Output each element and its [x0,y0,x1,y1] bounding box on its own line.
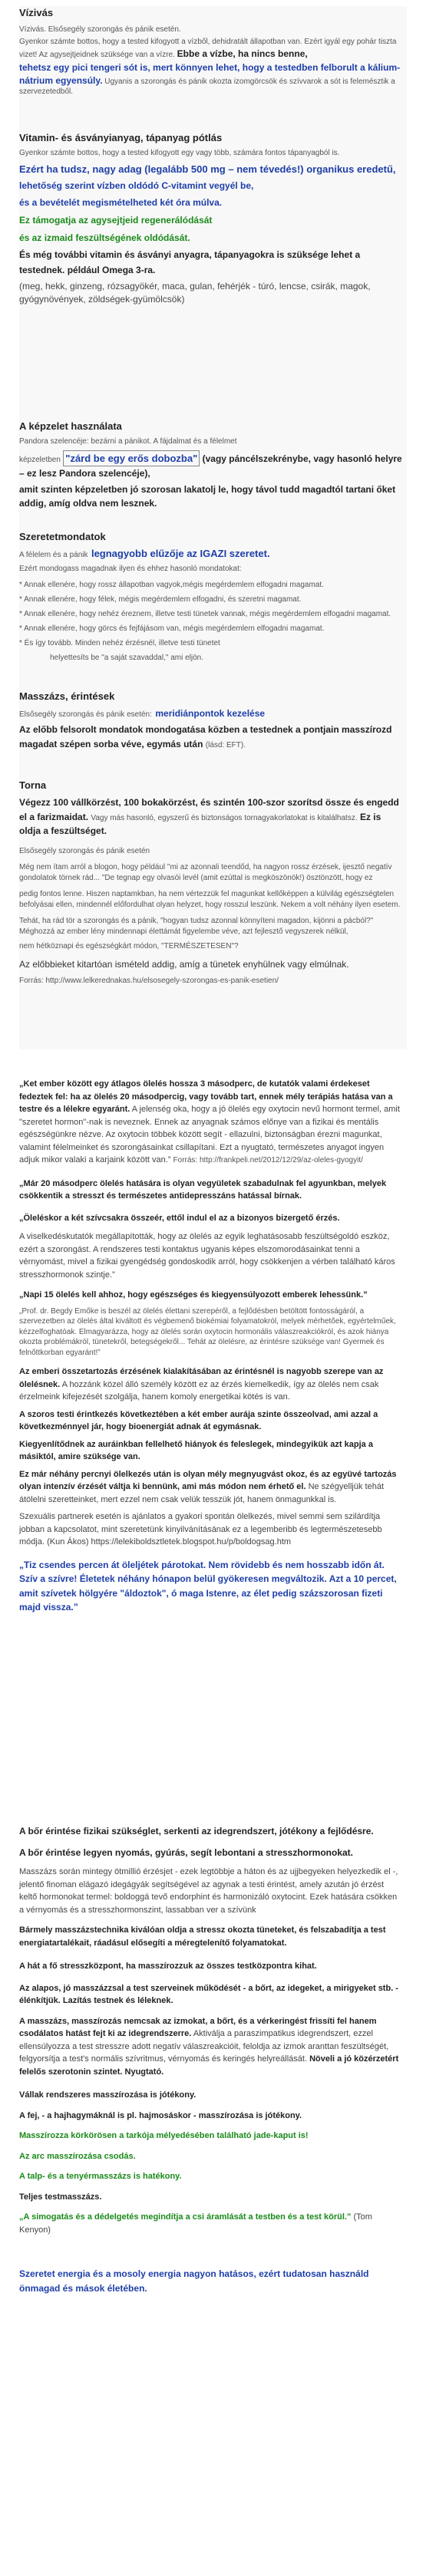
list-item: * Annak ellenére, hogy nehéz éreznem, illetve testi tünetek vannak, mégis megérdemlem elfogadni magamat. [19,609,391,618]
bor-p7: A masszázs, masszírozás nemcsak az izmokat, a bőrt, és a vérkeringést frissíti fel hanem csodálatos hatást fejt ki az idegrendszerre. [19,2016,377,2038]
vitamin-section [19,132,403,306]
oleles-q10: „Tiz csendes percen át öleljétek párotokat. Nem rövidebb és nem hosszabb időn át. Szív a szívre! Életetek néhány hónapon belül gyökeresen megváltozik. Azt a 10 percet, amit szívetek hölgyére "áldoztok", ó maga Istenre, az élet pedig százszorosan fizeti majd vissza.” [19,1559,397,1613]
masszazs-eft: (lásd: EFT). [205,740,246,749]
oleles-q4: „Napi 15 ölelés kell ahhoz, hogy egészséges és kiegyensúlyozott emberek lehessünk.” [19,1290,368,1300]
oleles-q1-source: Forrás: http://frankpeli.net/2012/12/29/az-oleles-gyogyit/ [173,1156,363,1164]
bor-p4: Bármely masszázstechnika kiválóan oldja a stressz okozta tüneteket, és felszabadítja a test energiatartalékait, ráadásul elősegíti a méregtelenítő folyamatokat. [19,1925,386,1948]
bor-p2: A bőr érintése legyen nyomás, gyúrás, segít lebontani a stresszhormonokat. [19,1847,354,1858]
torna-blog1: Még nem ítam arról a blogon, hogy például "mi az azonnali teendőd, ha nagyon rossz érzések, ijesztő negatív gondolatok törnek rád... "De tegnap egy olvasói levél (amit ezúttal is megköszönök!) ösztönzött, hogy ez [19,863,392,882]
bor-p13: Teljes testmasszázs. [19,2192,102,2202]
vitamin-intro: Gyenkor számte bottos, hogy a tested kifogyott egy vagy több, számára fontos tápanyagból is. [19,149,340,157]
masszazs-section [19,690,403,751]
vitamin-c-dose: Ezért ha tudsz, nagy adag (legalább 500 mg – nem tévedés!) organikus eredetű, [19,163,396,175]
bor-p7c: Növeli a jó közérzetért felelős szerotonin szintet. Nyugtató. [19,2054,399,2077]
oleles-q1b: A jelenség oka, hogy a jó ölelés egy oxytocin nevű hormont termel, amit "szeretet hormon"-nak is neveznek. Ennek az anyagnak számos előnye van a fizikai és mentális egészségünkre nézve. Az oxytocin többek között segít - ellazulni, biztonságban érezni magunkat, valamint félelmeinket és szorongásainkat csillapítani. Ezt a nyugtató, természetes anyagot ingyen adjuk mikor valaki a karjaink között van.” [19,1105,400,1164]
oleles-q8b: Ne szégyelljük tehát átölelni szeretteinket, mert ezzel nem csak velük tesszük jót, hanem önmagunkkal is. [19,1482,385,1504]
oleles-q3b: A viselkedéskutatók megállapították, hogy az ölelés az egyik leghatásosabb feszültségoldó eszköz, ezért a szorongást. A rendszeres testi kontaktus ugyanis képes elszomorodásainkat tenni a vérnyomást, mivel a fizikai gyengédség gondoskodik arról, hogy csökkenjen a vérben található káros stresszhormonok szintje.” [19,1232,395,1280]
bor-p8: Vállak rendszeres masszírozása is jótékony. [19,2090,196,2100]
oleles-q7: Kiegyenlítődnek az auráinkban fellelhető hiányok és feleslegek, mindegyikük azt kapja a másiktól, amire szüksége van. [19,1439,373,1461]
oleles-q1: „Ket ember között egy átlagos ölelés hossza 3 másodperc, de kutatók valami érdekeset fedeztek fel: ha az ölelés 20 másodpercig, vagy tovább tart, ennek mély terápiás hatása van a testre és a lélekre egyaránt. [19,1079,393,1114]
vitamin-muscles: és az izmaid feszültségének oldódását. [19,232,190,244]
vitamin-foods: (meg, hekk, ginzeng, rózsagyökér, maca, gulan, fehérjék - túró, lencse, csirák, magok, gyógynövények, zöldségek-gyümölcsök) [19,280,371,305]
szeretet-love: legnagyobb elűzője az IGAZI szeretet. [91,548,270,559]
torna-firstaid: Elsősegély szorongás és pánik esetén [19,846,150,855]
torna-relief: Ez is oldja a feszültséget. [19,811,381,837]
szeretet-list [19,578,403,665]
szeretet-instr: Ezért mondogass magadnak ilyen és ehhez hasonló mondatokat: [19,565,242,573]
bor-p7b: Aktiválja a paraszimpatikus idegrendszert, ezzel ellensúlyozza a test stresszre adott negatív válaszreakcióit, feloldja az izmok aranttan feszültségét, felgyorsítja a test's normális szívritmus, vérnyomás és keringés helyreállását. [19,2029,389,2064]
vizivas-salt: tehetsz egy pici tengeri sót is, mert könnyen lehet, hogy a testedben felborult a kálium-nátrium egyensúly. [19,62,401,86]
vizivas-subtitle: Vízivás. Elsősegély szorongás és pánik esetén. [19,25,181,34]
torna-exercise: Végezz 100 vállkörzést, 100 bokakörzést, és szintén 100-szor szorítsd össze és engedd el a farizmaidat. [19,797,399,822]
bor-p15: Szeretet energia és a mosoly energia nagyon hatásos, ezért tudatosan használd önmagad és mások életében. [19,2268,369,2294]
oleles-q3: „Öleléskor a két szívcsakra összeér, ettől indul el az a bizonyos bizergető érzés. [19,1213,340,1223]
bor-p10: Masszírozza körkörösen a tarkója mélyedésében található jade-kaput is! [19,2131,309,2140]
bor-p3: Masszázs során mintegy ötmillió érzésjet - ezek legtöbbje a háton és az ujjbegyeken helyezkedik el -, jelentő finoman elágazó idegágyák segítségével az agynak a testi érintést, amely azután jó érzést keltő hormonokat termel: boldoggá tevő endorphint és harmonizáló oxytocint. Ezek hatására csökken a vérnyomás és a stresszhormonszint, lassabban ver a szívünk [19,1867,398,1915]
oleles-q9: Szexuális partnerek esetén is ajánlatos a gyakori spontán ölelkezés, mivel semmi sem szilárdítja jobban a kapcsolatot, mint szeretetünk kinyilvánításának ez a legemberibb és legtermészetesebb módja. (Kun Ákos) https://lelekiboldsztletek.blogspot.hu/p/boldogsag.htm [19,1512,382,1547]
kepzelet-word: képzeletben [19,455,61,464]
list-item: * Annak ellenére, hogy rossz állapotban vagyok,mégis megérdemlem elfogadni magamat. [19,580,324,589]
kepzelet-intro: Pandora szelencéje: bezárni a pánikot. A fájdalmat és a félelmet [19,437,237,446]
oleles-q2: „Már 20 másodperc ölelés hatására is olyan vegyületek szabadulnak fel agyunkban, melyek csökkentik a stresszt és természetes antidepresszáns hatással bírnak. [19,1178,387,1201]
torna-note: Vagy más hasonló, egyszerű és biztonságos tornagyakorlatokat is kitalálhatsz. [91,813,358,822]
torna-blog3: Tehát, ha rád tör a szorongás és a pánik, "hogyan tudsz azonnal könnyíteni magadon, kijönni a pácból?" Méghozzá az ember lény mindennapi élettámát figyelembe véve, azt fejlesztő vegyszerek nélkül, [19,917,374,936]
list-item: helyettesíts be "a saját szavaddal," ami eljön. [50,653,203,662]
masszazs-text: Az előbb felsorolt mondatok mondogatása közben a testednek a pontjain masszírozd magadat szépen sorba véve, egymás után [19,724,392,749]
vizivas-salt-note: Ugyanis a szorongás és pánik okozta izomgörcsök és szívvarok a sót is felemésztik a szervezetedből. [19,77,395,97]
szeretet-title: Szeretetmondatok [19,531,106,542]
bor-p6: Az alapos, jó masszázzsal a test szerveinek működését - a bőrt, az idegeket, a mirigyeket stb. - élénkítjük. Lazítás testnek és léleknek. [19,1983,398,2005]
torna-section [19,779,403,987]
vitamin-c-repeat: és a bevételét megismételheted két óra múlva. [19,197,223,209]
list-item: * Annak ellenére, hogy félek, mégis megérdemlem elfogadni, és szeretni magamat. [19,595,302,604]
bor-p1: A bőr érintése fizikai szükséglet, serkenti az idegrendszert, jótékony a fejlődésre. [19,1826,374,1836]
szeretet-section [19,531,403,665]
list-item: * Annak ellenére, hogy görcs és fejfájásom van, mégis megérdemlem elfogadni magamat. [19,624,325,633]
vizivas-section [19,6,403,97]
szeretet-intro: A félelem és a pánik [19,551,88,559]
kepzelet-lock: amit szinten képzeletben jó szorosan lakatolj le, hogy távol tudd magadtól tartani őket addig, amíg oldva nem lesznek. [19,484,396,509]
oleles-q4b: „Prof. dr. Begdy Emőke is beszél az ölelés élettani szerepéről, a fejlődésben betöltött fontosságáról, a szervezetben az ölelés által kiváltott és végbemenő biokémiai folyamatokról, melyek mérhetőek, egyértelműek, kézzelfoghatóak. Elmagyarázza, hogy az ölelés során oxytocin hormonális válaszreakciókról, és azok hiánya okozta problémákról, tünetekről, betegségekről... Tehát az ölelésre, az érintésre szüksége van! Gyermek és felnőttkorban egyaránt!” [19,1306,396,1357]
oleles-q5: Az emberi összetartozás érzésének kialakításában az érintésnél is nagyobb szerepe van az ölelésnek. [19,1367,384,1389]
vitamin-c-water: lehetőség szerint vízben oldódó C-vitamint vegyél be, [19,180,254,191]
bor-p12: A talp- és a tenyérmasszázs is hatékony. [19,2172,182,2181]
vizivas-title: Vízivás [19,7,54,18]
borerintes-section [19,1824,403,2295]
vizivas-text: Gyenkor számte bottos, hogy a tested kifogyott a vízből, dehidratált állapotban van. Ezért igyál egy pohár tiszta vizet! Az agysejtjeidnek szüksége van a vízre. [19,38,397,59]
vitamin-regen: Ez támogatja az agysejtjeid regenerálódását [19,215,213,226]
vizivas-highlight: Ebbe a vízbe, ha nincs benne, [177,48,308,59]
masszazs-title: Masszázs, érintések [19,690,115,702]
torna-blog2: pedig fontos lenne. Hiszen naptamkban, ha nem vértezzük fel magunkat kellőképpen a külvilág egészségtelen befolyásai ellen, mindennél előfordulhat olyan helyzet, hogy rosszul leszünk. Nekem a volt néhány ilyen esetem. [19,890,401,909]
bor-p14-author: (Tom Kenyon) [19,2212,372,2235]
kepzelet-title: A képzelet használata [19,420,122,432]
masszazs-meridian: meridiánpontok kezelése [155,708,266,719]
list-item: * És így tovább. Minden nehéz érzésnél, illetve testi tünetet [19,638,220,647]
vitamin-title: Vitamin- és ásványianyag, tápanyag pótlás [19,132,223,143]
vitamin-omega: És még további vitamin és ásványi anyagra, tápanyagokra is szüksége lehet a testednek. például Omega 3-ra. [19,249,361,276]
bor-p11: Az arc masszírozása csodás. [19,2151,136,2161]
torna-source: Forrás: http://www.lelkerednakas.hu/elsosegely-szorongas-es-panik-esetien/ [19,977,279,986]
bor-p5: A hát a fő stresszközpont, ha masszírozzuk az összes testközpontra kihat. [19,1962,317,1971]
kepzelet-pandora: (vagy páncélszekrénybe, vagy hasonló helyre – ez lesz Pandora szelencéje), [19,453,402,479]
torna-title: Torna [19,779,47,791]
oleles-q5b: A hozzánk közel álló személy között ez az érzés kiemelkedik, így az ölelés nem csak érzelmeink kifejezését szolgálja, hanem komoly energetikai kötés is van. [19,1379,379,1402]
oleles-q6: A szoros testi érintkezés következtében a két ember aurája szinte összeolvad, ami azzal a következménnyel jár, hogy bioenergiát adnak át egymásnak. [19,1409,378,1431]
kepzelet-section [19,420,403,510]
bor-p14: „A simogatás és a dédelgetés megindítja a csi áramlását a testben és a test körül.” [19,2212,352,2222]
oleles-section [19,1078,403,1615]
kepzelet-box-phrase: "zárd be egy erős dobozba" [63,450,200,467]
torna-repeat: Az előbbieket kitartóan ismételd addig, amíg a tünetek enyhülnek vagy elmúlnak. [19,958,349,970]
masszazs-intro: Elsősegély szorongás és pánik esetén: [19,710,152,719]
torna-blog4: nem hétköznapi és egészségkárt módon, "TERMÉSZETESEN"? [19,942,239,951]
oleles-q8: Ez már néhány percnyi ölelkezés után is olyan mély megnyugvást okoz, és az együvé tartozás olyan intenzív érzését váltja ki bennünk, ami más módon nem érhető el. [19,1469,397,1491]
bor-p9: A fej, - a hajhagymáknál is pl. hajmosáskor - masszírozása is jótékony. [19,2110,302,2120]
